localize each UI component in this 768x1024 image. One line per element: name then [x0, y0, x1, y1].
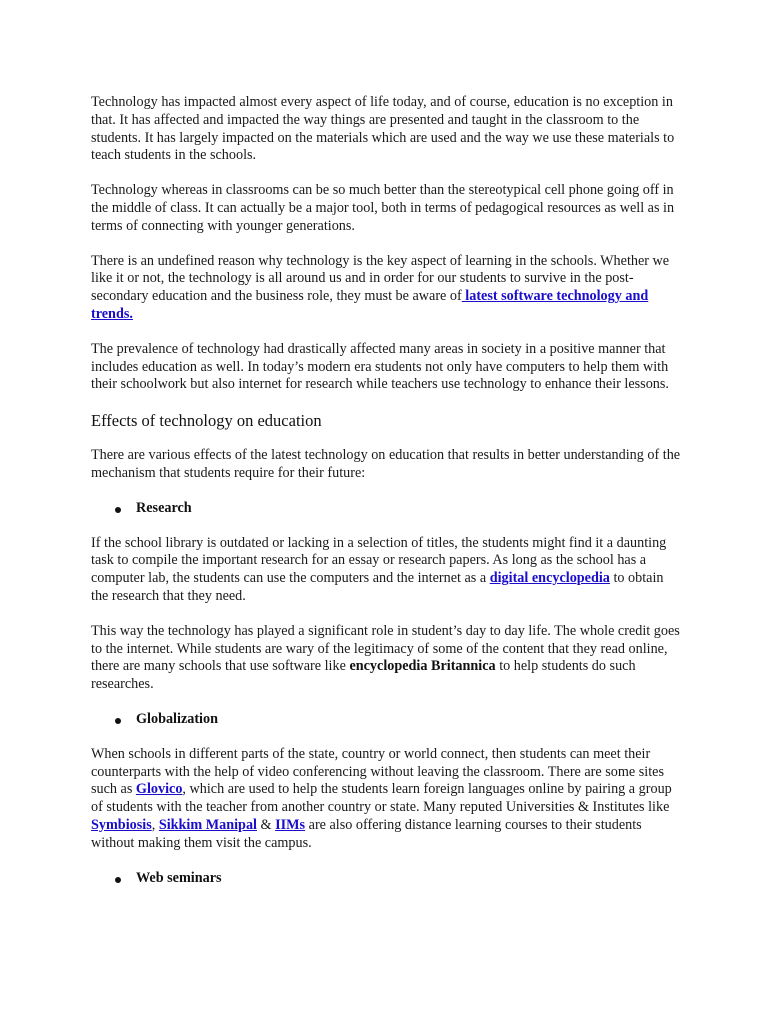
research-p2-text: This way the technology has played a significant role in student’s day to day life. The whole credit goes to the internet. While students are wary of the legitimacy of some of the content that they read online, there are many schools that use software like — [91, 622, 680, 675]
intro-paragraph-4: The prevalence of technology had drastically affected many areas in society in a positive manner that includes education as well. In today’s modern era students not only have computers to help them with their schoolwork but also internet for research while teachers use technology to enhance their lessons. — [91, 340, 669, 393]
research-p1-after: to obtain the research that they need. — [91, 570, 664, 604]
encyclopedia-britannica-text: encyclopedia Britannica — [349, 658, 496, 675]
section-intro: There are various effects of the latest technology on education that results in better understanding of the mechanism that students require for their future: — [91, 447, 681, 481]
intro-paragraph-3 — [91, 253, 683, 324]
research-paragraph-2 — [91, 623, 683, 694]
bullet-web-seminars-label: Web seminars — [136, 869, 222, 886]
intro-paragraph-3-text: There is an undefined reason why technology is the key aspect of learning in the schools. Whether we like it or not, the technology is all around us and in order for our students to survive in the post-secondary education and the business role, they must be aware of — [91, 252, 670, 305]
globalization-text-1: When schools in different parts of the state, country or world connect, then students can meet their counterparts with the help of video conferencing without leaving the classroom. There are some sites such as — [91, 745, 664, 798]
globalization-text-3: are also offering distance learning courses to their students without making them visit the campus. — [91, 816, 642, 851]
latest-software-link[interactable]: latest software technology and trends. — [91, 288, 649, 322]
intro-paragraph-1: Technology has impacted almost every aspect of life today, and of course, education is no exception in that. It has affected and impacted the way things are presented and taught in the classroom to the students. It has largely impacted on the materials which are used and the way we use these materials to teach students in the schools. — [91, 94, 675, 164]
bullet-web-seminars — [91, 870, 683, 888]
research-p1-text: If the school library is outdated or lacking in a selection of titles, the students might find it a daunting task to compile the important research for an essay or research papers. As long as the school has a computer lab, the students can use the computers and the internet as a — [91, 534, 667, 587]
section-heading: Effects of technology on education — [91, 411, 322, 431]
bullet-dot-icon — [115, 877, 121, 883]
bullet-research — [91, 500, 683, 518]
globalization-sep-2: & — [256, 816, 276, 833]
globalization-text-2: , which are used to help the students learn foreign languages online by pairing a group of students with the teacher from another country or state. Many reputed Universities & Institutes like — [91, 781, 672, 816]
intro-paragraph-2: Technology whereas in classrooms can be so much better than the stereotypical cell phone going off in the middle of class. It can actually be a major tool, both in terms of pedagogical resources as well as in terms of connecting with younger generations. — [91, 182, 675, 234]
digital-encyclopedia-link[interactable]: digital encyclopedia — [489, 570, 610, 587]
symbiosis-link[interactable]: Symbiosis — [91, 816, 152, 833]
sikkim-manipal-link[interactable]: Sikkim Manipal — [158, 816, 257, 833]
bullet-dot-icon — [115, 507, 121, 513]
globalization-sep-1: , — [151, 816, 159, 833]
bullet-globalization — [91, 711, 683, 729]
glovico-link[interactable]: Glovico — [135, 781, 183, 798]
bullet-globalization-label: Globalization — [136, 710, 218, 727]
globalization-paragraph — [91, 746, 683, 853]
bullet-dot-icon — [115, 718, 121, 724]
research-paragraph-1 — [91, 535, 683, 606]
research-p2-after: to help students do such researches. — [91, 658, 636, 693]
bullet-research-label: Research — [136, 499, 192, 516]
document-page — [91, 94, 683, 904]
iims-link[interactable]: IIMs — [275, 816, 306, 833]
